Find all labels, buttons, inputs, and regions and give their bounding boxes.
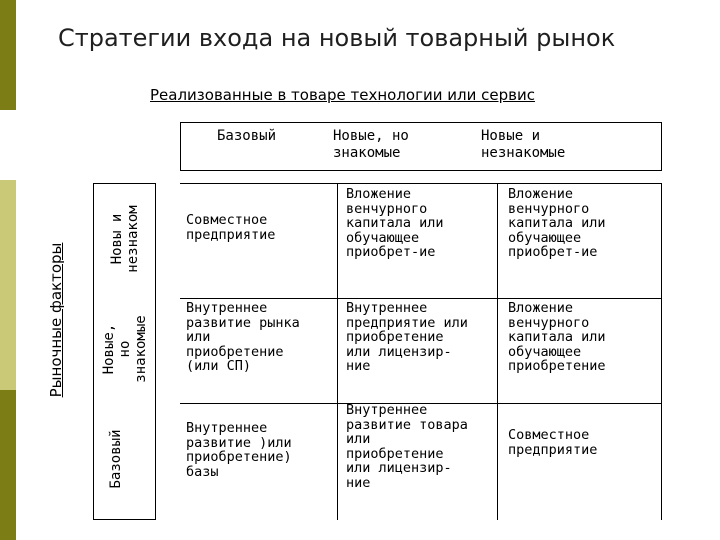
decor-band-bottom (0, 390, 16, 540)
matrix-cell: Совместное предприятие (508, 427, 598, 458)
matrix-cell: Совместное предприятие (186, 212, 276, 243)
matrix-cell: Внутреннее предприятие или приобретение или лицензир- ние (346, 300, 468, 374)
decor-band-middle (0, 180, 16, 390)
row-header-new-familiar: Новые, но знакомые (101, 315, 149, 383)
column-header-new-unfamiliar: Новые и незнакомые (481, 128, 566, 161)
column-axis-label: Реализованные в товаре технологии или сервис (150, 86, 535, 104)
row-axis-label: Рыночные факторы (47, 242, 65, 398)
matrix-cell: Внутреннее развитие рынка или приобретение (или СП) (186, 300, 300, 374)
column-header-box (180, 122, 662, 171)
matrix-cell: Вложение венчурного капитала или обучающее приобрет-ие (346, 186, 444, 260)
grid-line (337, 183, 338, 520)
row-header-basic: Базовый (108, 429, 124, 489)
decor-band-gap (0, 110, 16, 180)
strategy-matrix (180, 183, 662, 520)
row-header-new-unfamiliar: Новы и незнаком (109, 205, 141, 273)
column-header-basic: Базовый (217, 128, 277, 144)
matrix-cell: Вложение венчурного капитала или обучающее приобрет-ие (508, 186, 606, 260)
matrix-cell: Внутреннее развитие товара или приобретение или лицензир- ние (346, 402, 468, 491)
decor-band-top (0, 0, 16, 110)
grid-line (180, 183, 662, 184)
grid-line (497, 183, 498, 520)
grid-line (180, 298, 662, 299)
matrix-cell: Вложение венчурного капитала или обучающее приобретение (508, 300, 606, 374)
grid-line (661, 183, 662, 520)
row-header-box (93, 183, 156, 520)
slide-title: Стратегии входа на новый товарный рынок (58, 24, 616, 52)
column-header-new-familiar: Новые, но знакомые (333, 128, 409, 161)
matrix-cell: Внутреннее развитие )или приобретение) базы (186, 420, 292, 480)
